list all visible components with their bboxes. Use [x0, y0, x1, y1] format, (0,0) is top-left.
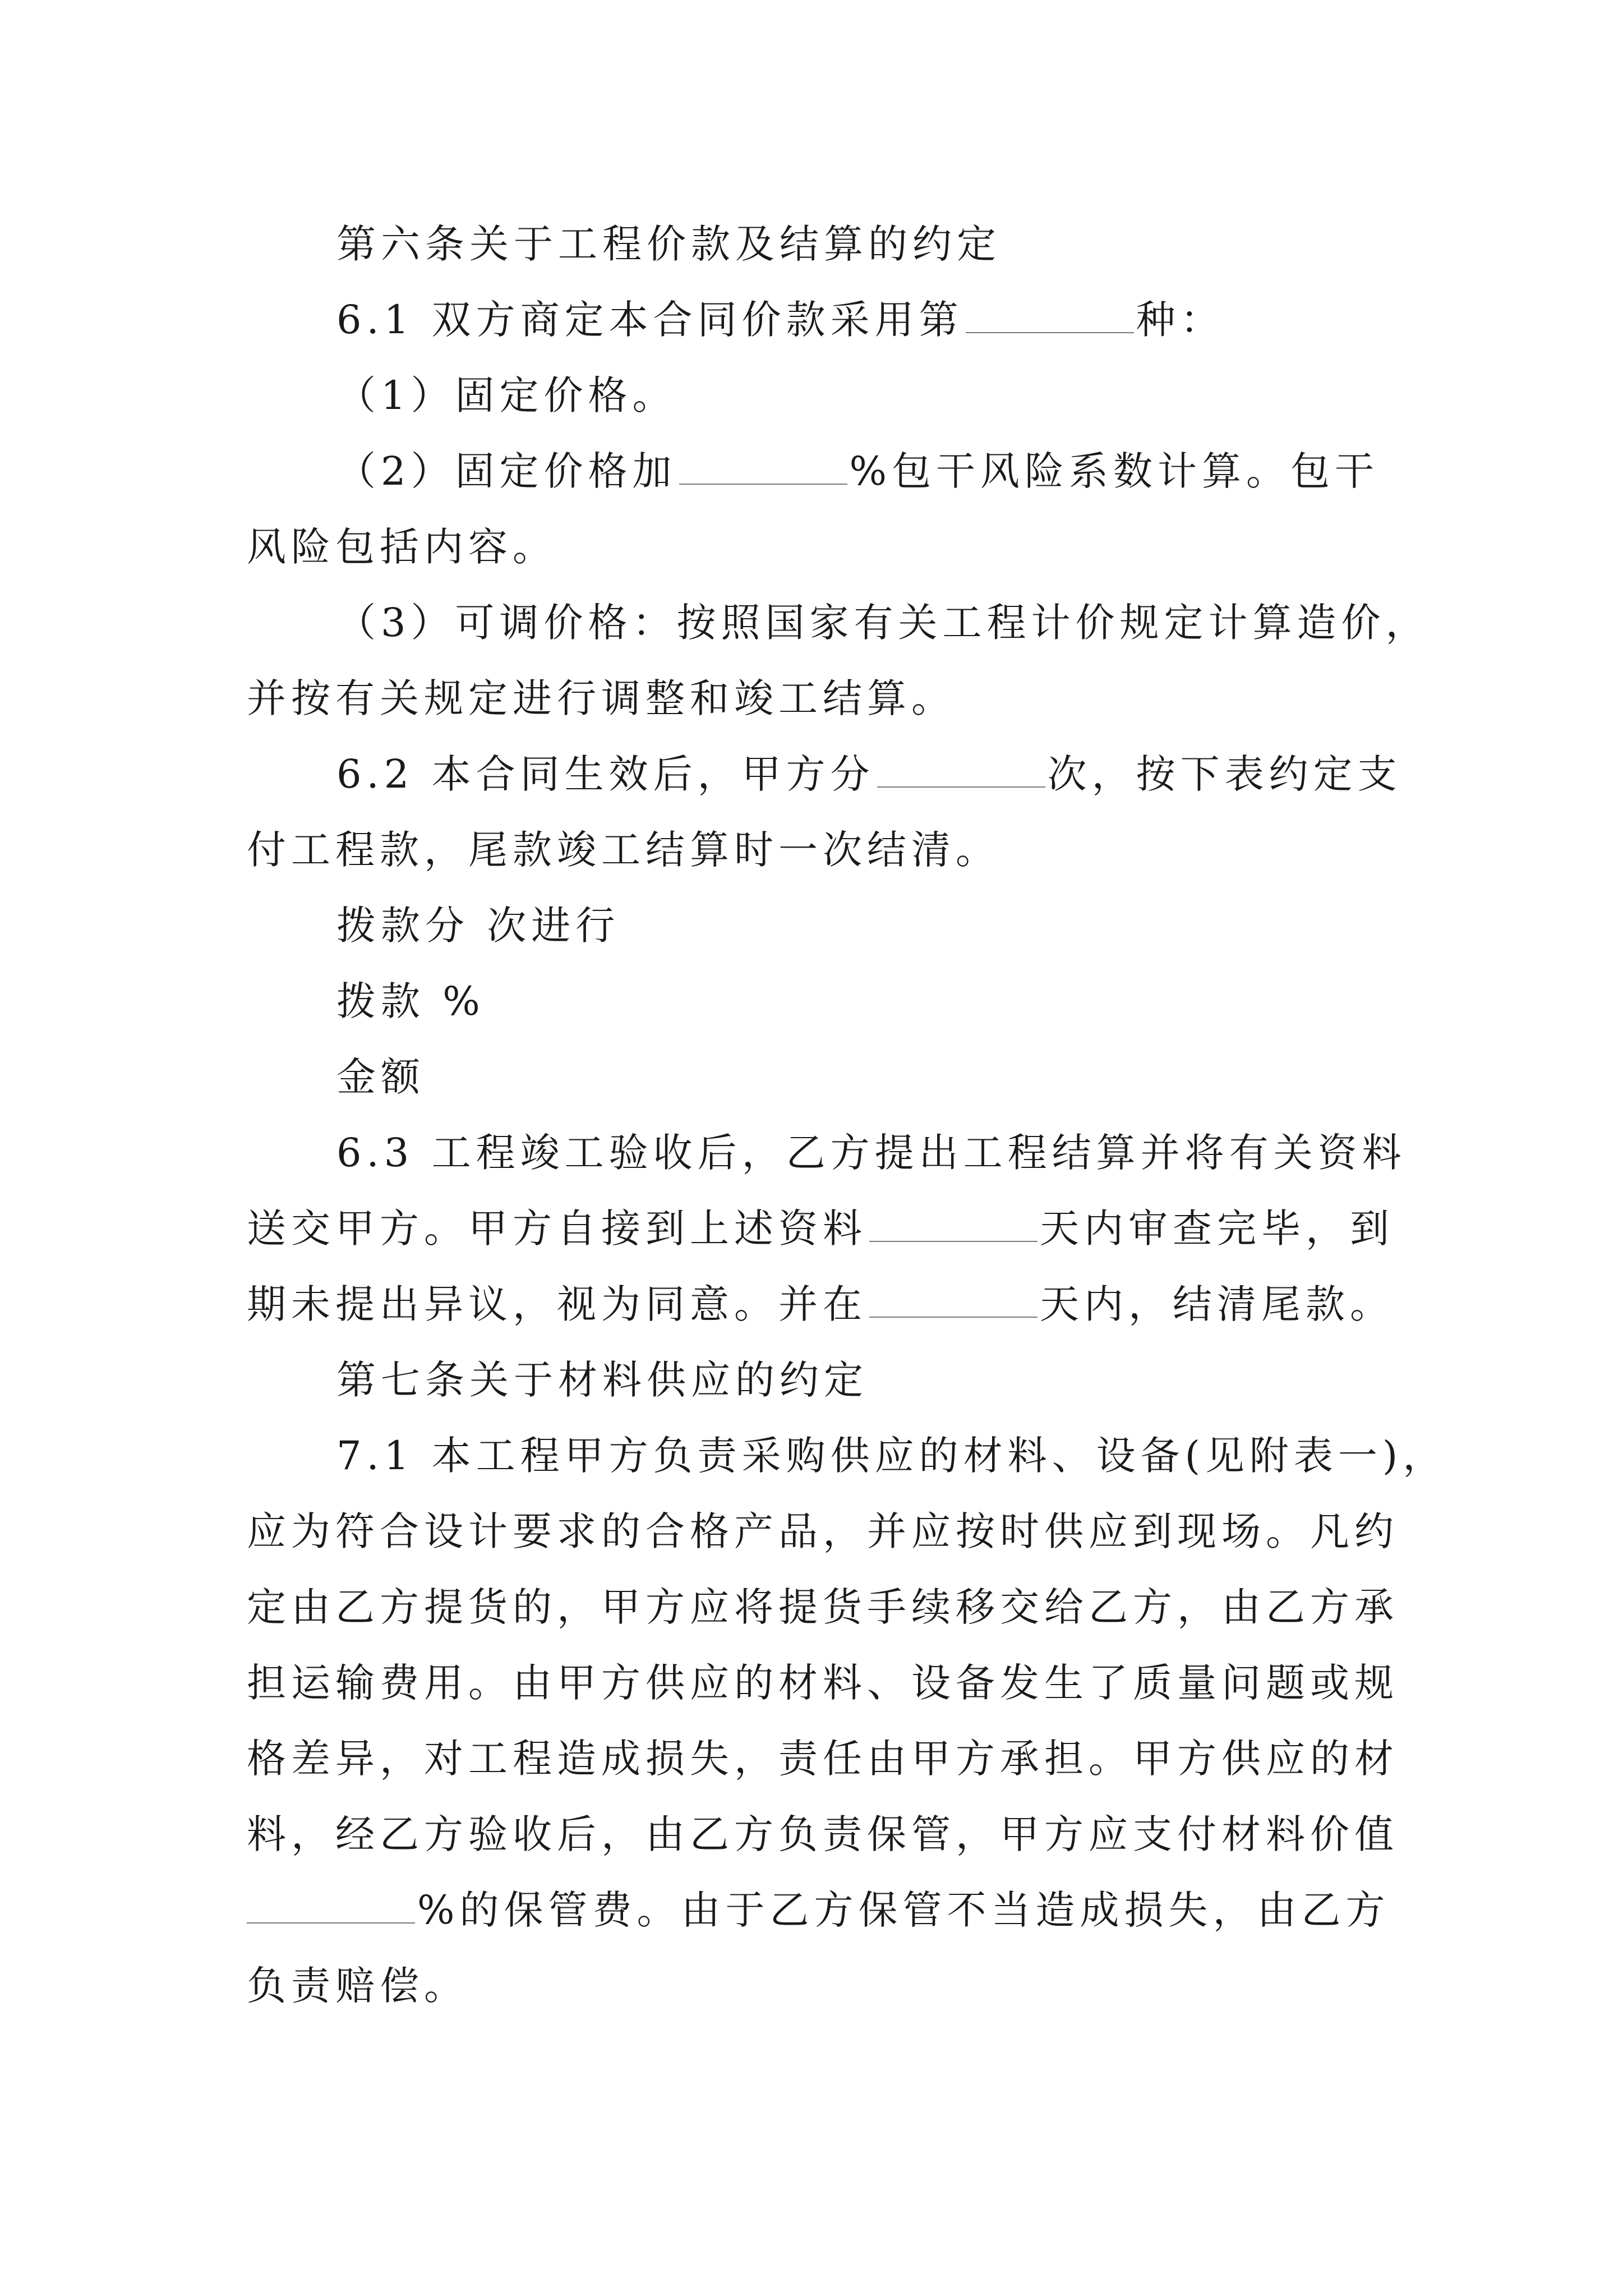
fill-in-blank — [869, 1208, 1038, 1242]
text-segment: 天内，结清尾款。 — [1040, 1281, 1394, 1327]
article-6-heading: 第六条关于工程价款及结算的约定 — [336, 221, 1001, 267]
payment-amount: 金额 — [336, 1054, 425, 1100]
clause-7-1-cont-7: 负责赔偿。 — [247, 1963, 468, 2009]
clause-7-1-cont-1: 应为符合设计要求的合格产品，并应按时供应到现场。凡约 — [247, 1508, 1399, 1554]
clause-7-1-cont-2: 定由乙方提货的，甲方应将提货手续移交给乙方，由乙方承 — [247, 1584, 1399, 1630]
clause-6-1-option-3-cont: 并按有关规定进行调整和竣工结算。 — [247, 675, 956, 721]
text-segment: %的保管费。由于乙方保管不当造成损失，由乙方 — [417, 1887, 1390, 1933]
text-segment: 期未提出异议，视为同意。并在 — [247, 1281, 867, 1327]
fill-in-blank — [869, 1284, 1038, 1318]
text-segment: （2）固定价格加 — [336, 448, 677, 494]
clause-7-1-cont-3: 担运输费用。由甲方供应的材料、设备发生了质量问题或规 — [247, 1660, 1399, 1706]
clause-7-1: 7.1 本工程甲方负责采购供应的材料、设备(见附表一)， — [336, 1433, 1447, 1479]
text-segment: %包干风险系数计算。包干 — [849, 448, 1380, 494]
clause-6-1 — [336, 289, 1225, 351]
text-segment: 6.1 双方商定本合同价款采用第 — [336, 297, 963, 343]
payment-installments: 拨款分 次进行 — [336, 903, 620, 949]
clause-6-2-cont: 付工程款，尾款竣工结算时一次结清。 — [247, 827, 1000, 873]
clause-6-3-cont-2 — [247, 1273, 1394, 1335]
article-7-heading: 第七条关于材料供应的约定 — [336, 1357, 868, 1403]
clause-6-1-option-2-cont: 风险包括内容。 — [247, 524, 557, 570]
clause-6-3-cont-1 — [247, 1198, 1394, 1259]
clause-7-1-cont-6 — [247, 1879, 1390, 1941]
clause-6-1-option-1: （1）固定价格。 — [336, 372, 677, 418]
clause-6-2 — [336, 743, 1402, 805]
clause-7-1-cont-5: 料，经乙方验收后，由乙方负责保管，甲方应支付材料价值 — [247, 1811, 1399, 1857]
fill-in-blank — [966, 300, 1134, 333]
text-segment: 天内审查完毕，到 — [1040, 1205, 1394, 1251]
clause-6-3: 6.3 工程竣工验收后，乙方提出工程结算并将有关资料 — [336, 1130, 1407, 1176]
text-segment: 次，按下表约定支 — [1047, 751, 1402, 797]
payment-percentage: 拨款 % — [336, 978, 485, 1024]
fill-in-blank — [877, 754, 1045, 788]
clause-6-1-option-3: （3）可调价格：按照国家有关工程计价规定计算造价， — [336, 600, 1430, 646]
clause-7-1-cont-4: 格差异，对工程造成损失，责任由甲方承担。甲方供应的材 — [247, 1736, 1399, 1782]
text-segment: 送交甲方。甲方自接到上述资料 — [247, 1205, 867, 1251]
text-segment: 6.2 本合同生效后，甲方分 — [336, 751, 875, 797]
fill-in-blank — [247, 1890, 415, 1924]
clause-6-1-option-2 — [336, 440, 1379, 502]
fill-in-blank — [679, 451, 847, 485]
text-segment: 种： — [1136, 297, 1225, 343]
